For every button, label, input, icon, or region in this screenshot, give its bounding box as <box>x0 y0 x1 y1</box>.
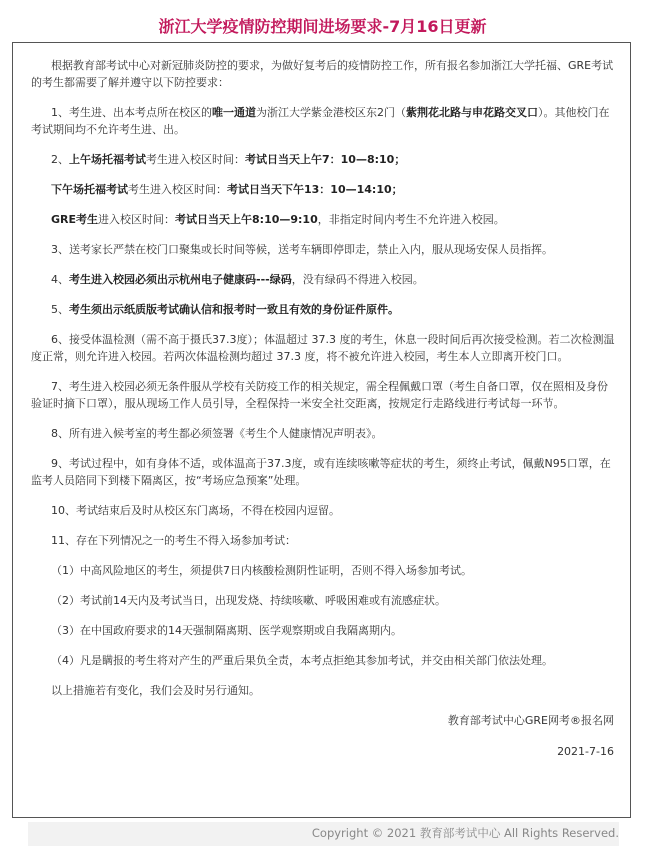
item-10: 10、考试结束后及时从校区东门离场，不得在校园内逗留。 <box>51 504 340 517</box>
closing-note: 以上措施若有变化，我们会及时另行通知。 <box>51 684 260 697</box>
item-4: 4、考生进入校园必须出示杭州电子健康码---绿码，没有绿码不得进入校园。 <box>51 273 424 286</box>
item-11: 11、存在下列情况之一的考生不得入场参加考试： <box>51 534 296 547</box>
date: 2021-7-16 <box>557 745 614 758</box>
sub-item-4: （4）凡是瞒报的考生将对产生的严重后果负全责，本考点拒绝其参加考试，并交由相关部门依法处理。 <box>51 654 553 667</box>
item-9: 9、考试过程中，如有身体不适，或体温高于37.3度，或有连续咳嗽等症状的考生，须终止考试，佩戴N95口罩，在监考人员陪同下到楼下隔离区，按“考场应急预案”处理。 <box>31 457 611 487</box>
item-2-morning: 2、上午场托福考试考生进入校区时间：考试日当天上午7：10—8:10； <box>51 153 406 166</box>
item-6: 6、接受体温检测（需不高于摄氏37.3度）；体温超过 37.3 度的考生，休息一段时间后再次接受检测。若二次检测温度正常，则允许进入校园。若两次体温检测均超过 37.3 度，将不被允许进入校园，考生本人立即离开校门口。 <box>31 333 615 363</box>
item-1: 1、考生进、出本考点所在校区的唯一通道为浙江大学紫金港校区东2门（紫荆花北路与申花路交叉口）。其他校门在考试期间均不允许考生进、出。 <box>31 106 610 136</box>
item-2-afternoon: 下午场托福考试考生进入校区时间：考试日当天下午13：10—14:10； <box>51 183 403 196</box>
signature: 教育部考试中心GRE网考®报名网 <box>447 714 614 727</box>
intro-paragraph: 根据教育部考试中心对新冠肺炎防控的要求，为做好复考后的疫情防控工作，所有报名参加浙江大学托福、GRE考试的考生都需要了解并遵守以下防控要求： <box>31 59 614 89</box>
item-5: 5、考生须出示纸质版考试确认信和报考时一致且有效的身份证件原件。 <box>51 303 399 316</box>
notice-box <box>12 42 631 818</box>
page-title: 浙江大学疫情防控期间进场要求-7月16日更新 <box>158 17 487 36</box>
sub-item-1: （1）中高风险地区的考生，须提供7日内核酸检测阴性证明，否则不得入场参加考试。 <box>51 564 472 577</box>
copyright-footer: Copyright © 2021 教育部考试中心 All Rights Reserved. <box>28 822 619 846</box>
item-2-gre: GRE考生进入校区时间：考试日当天上午8:10—9:10，非指定时间内考生不允许进入校园。 <box>51 213 505 226</box>
item-3: 3、送考家长严禁在校门口聚集或长时间等候，送考车辆即停即走，禁止入内，服从现场安保人员指挥。 <box>51 243 553 256</box>
item-8: 8、所有进入候考室的考生都必须签署《考生个人健康情况声明表》。 <box>51 427 383 440</box>
sub-item-2: （2）考试前14天内及考试当日，出现发烧、持续咳嗽、呼吸困难或有流感症状。 <box>51 594 446 607</box>
sub-item-3: （3）在中国政府要求的14天强制隔离期、医学观察期或自我隔离期内。 <box>51 624 402 637</box>
item-7: 7、考生进入校园必须无条件服从学校有关防疫工作的相关规定，需全程佩戴口罩（考生自备口罩，仅在照相及身份验证时摘下口罩），服从现场工作人员引导，全程保持一米安全社交距离，按规定行走路线进行考试每一环节。 <box>31 380 608 410</box>
